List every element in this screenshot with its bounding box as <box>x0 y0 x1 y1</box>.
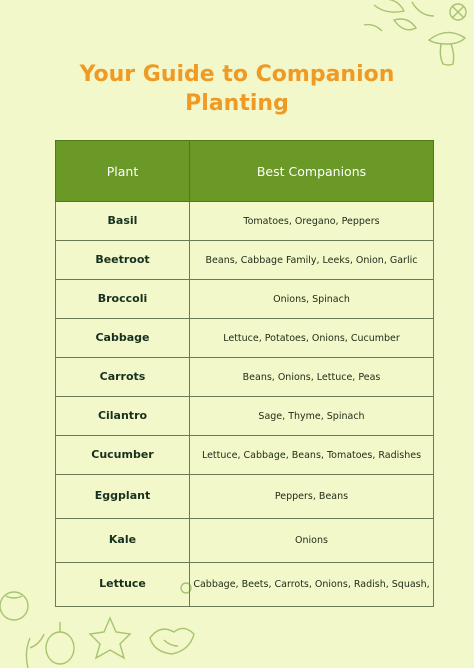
table-row <box>56 241 434 280</box>
table-row <box>56 563 434 607</box>
table-row <box>56 519 434 563</box>
companions-cell: Tomatoes, Oregano, Peppers <box>190 202 434 241</box>
table-row <box>56 319 434 358</box>
companions-cell: Onions, Spinach <box>190 280 434 319</box>
plant-name: Cucumber <box>91 447 154 461</box>
page-title-line-1: Your Guide to Companion <box>79 62 395 87</box>
plant-cell <box>56 475 190 519</box>
column-header-best-companions: Best Companions <box>190 141 434 202</box>
companions-cell: Lettuce, Cabbage, Beans, Tomatoes, Radishes <box>190 436 434 475</box>
plant-name: Kale <box>108 533 137 546</box>
plant-name: Beetroot <box>95 252 150 266</box>
plant-cell <box>56 280 190 319</box>
plant-name: Eggplant <box>94 489 151 502</box>
table-row <box>56 358 434 397</box>
table-header-row <box>56 141 434 202</box>
plant-cell <box>56 241 190 280</box>
plant-cell <box>56 397 190 436</box>
companions-cell: Lettuce, Potatoes, Onions, Cucumber <box>190 319 434 358</box>
plant-name: Cilantro <box>97 408 148 422</box>
table-row <box>56 475 434 519</box>
plant-name: Cabbage <box>95 330 150 344</box>
plant-name: Lettuce <box>99 577 146 590</box>
table-row <box>56 202 434 241</box>
page-title <box>0 60 474 118</box>
column-header-plant: Plant <box>56 141 190 202</box>
companion-planting-table <box>55 140 434 607</box>
plant-cell <box>56 519 190 563</box>
companions-cell: Onions <box>190 519 434 563</box>
plant-cell <box>56 319 190 358</box>
companions-cell: Peppers, Beans <box>190 475 434 519</box>
plant-cell <box>56 358 190 397</box>
companions-cell: Beans, Onions, Lettuce, Peas <box>190 358 434 397</box>
plant-name: Basil <box>107 213 138 227</box>
page-title-line-2: Planting <box>185 91 289 116</box>
plant-name: Carrots <box>99 369 146 383</box>
companions-cell: Sage, Thyme, Spinach <box>190 397 434 436</box>
companions-cell: Cabbage, Beets, Carrots, Onions, Radish, Squash, <box>190 563 434 607</box>
plant-cell <box>56 202 190 241</box>
companions-cell: Beans, Cabbage Family, Leeks, Onion, Garlic <box>190 241 434 280</box>
table-row <box>56 280 434 319</box>
plant-name: Broccoli <box>97 291 148 305</box>
plant-cell <box>56 563 190 607</box>
table-row <box>56 436 434 475</box>
plant-cell <box>56 436 190 475</box>
table-row <box>56 397 434 436</box>
